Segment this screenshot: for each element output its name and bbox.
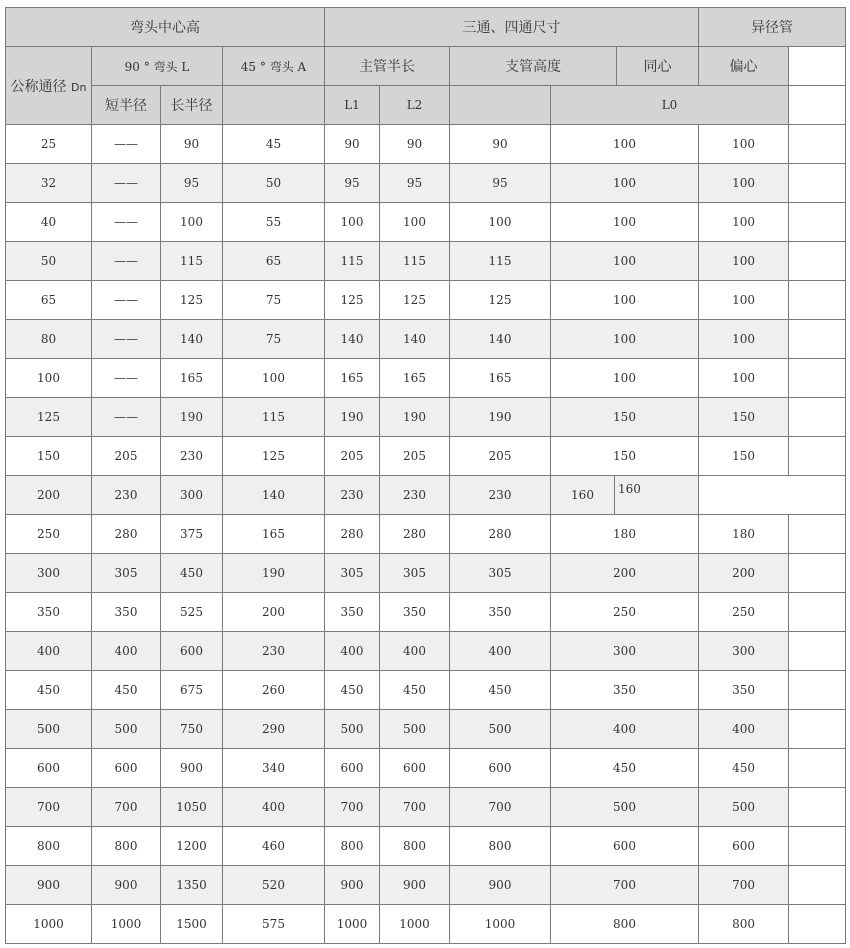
- cell-l2: 205: [380, 437, 450, 476]
- cell-l2: 400: [380, 632, 450, 671]
- cell-elbow-45: 200: [223, 593, 325, 632]
- cell-dn: 50: [6, 242, 92, 281]
- cell-l0: 400: [551, 710, 699, 749]
- branch-height-header: 支管高度: [450, 47, 617, 86]
- cell-dn: 250: [6, 515, 92, 554]
- cell-branch-height: 90: [450, 125, 551, 164]
- blank-header-cell: [789, 47, 846, 86]
- cell-elbow-45: 75: [223, 320, 325, 359]
- cell-eccentric: 350: [699, 671, 789, 710]
- cell-eccentric: 150: [699, 437, 789, 476]
- cell-dn: 500: [6, 710, 92, 749]
- cell-branch-height: 140: [450, 320, 551, 359]
- cell-dn: 200: [6, 476, 92, 515]
- l0-header: L0: [551, 86, 789, 125]
- cell-elbow-45: 55: [223, 203, 325, 242]
- cell-long-radius: 675: [161, 671, 223, 710]
- tee-cross-dimensions-header: 三通、四通尺寸: [325, 8, 699, 47]
- eccentric-header: 偏心: [699, 47, 789, 86]
- cell-long-radius: 230: [161, 437, 223, 476]
- cell-l0: 600: [551, 827, 699, 866]
- cell-long-radius: 95: [161, 164, 223, 203]
- cell-short-radius: 600: [92, 749, 161, 788]
- cell-long-radius: 375: [161, 515, 223, 554]
- cell-dn: 300: [6, 554, 92, 593]
- cell-elbow-45: 400: [223, 788, 325, 827]
- cell-elbow-45: 75: [223, 281, 325, 320]
- cell-blank: [789, 203, 846, 242]
- cell-short-radius: 800: [92, 827, 161, 866]
- cell-l2: 190: [380, 398, 450, 437]
- cell-short-radius: ——: [92, 164, 161, 203]
- cell-eccentric: 600: [699, 827, 789, 866]
- cell-dn: 700: [6, 788, 92, 827]
- cell-dn: 600: [6, 749, 92, 788]
- cell-l1: 95: [325, 164, 380, 203]
- cell-short-radius: ——: [92, 203, 161, 242]
- cell-blank: [789, 242, 846, 281]
- cell-branch-height: 700: [450, 788, 551, 827]
- cell-l1: 115: [325, 242, 380, 281]
- cell-l0: 100: [551, 359, 699, 398]
- cell-l2: 100: [380, 203, 450, 242]
- cell-l1: 125: [325, 281, 380, 320]
- cell-eccentric: 800: [699, 905, 789, 944]
- cell-l2: 230: [380, 476, 450, 515]
- cell-elbow-45: 230: [223, 632, 325, 671]
- cell-l0: 100: [551, 164, 699, 203]
- cell-long-radius: 1500: [161, 905, 223, 944]
- long-radius-header: 长半径: [161, 86, 223, 125]
- cell-l2: 600: [380, 749, 450, 788]
- cell-dn: 400: [6, 632, 92, 671]
- cell-dn: 25: [6, 125, 92, 164]
- cell-short-radius: 700: [92, 788, 161, 827]
- blank-header-cell: [789, 86, 846, 125]
- cell-eccentric: 180: [699, 515, 789, 554]
- table-row: [6, 788, 846, 827]
- cell-blank: [789, 554, 846, 593]
- cell-l0: 250: [551, 593, 699, 632]
- cell-branch-height: 600: [450, 749, 551, 788]
- cell-branch-height: 280: [450, 515, 551, 554]
- cell-elbow-45: 460: [223, 827, 325, 866]
- cell-l0-value: 160: [551, 476, 615, 514]
- cell-short-radius: ——: [92, 320, 161, 359]
- cell-blank: [789, 281, 846, 320]
- cell-blank: [789, 359, 846, 398]
- table-row: [6, 749, 846, 788]
- cell-l2: 115: [380, 242, 450, 281]
- cell-branch-height: 165: [450, 359, 551, 398]
- cell-dn: 125: [6, 398, 92, 437]
- table-row: [6, 632, 846, 671]
- cell-dn: 900: [6, 866, 92, 905]
- cell-long-radius: 1050: [161, 788, 223, 827]
- cell-short-radius: 450: [92, 671, 161, 710]
- cell-elbow-45: 290: [223, 710, 325, 749]
- cell-l2: 350: [380, 593, 450, 632]
- cell-blank: [789, 710, 846, 749]
- cell-dn: 80: [6, 320, 92, 359]
- concentric-header: 同心: [617, 47, 699, 86]
- cell-long-radius: 190: [161, 398, 223, 437]
- cell-short-radius: 280: [92, 515, 161, 554]
- branch-sub-header: [450, 86, 551, 125]
- cell-short-radius: ——: [92, 359, 161, 398]
- cell-l2: 125: [380, 281, 450, 320]
- cell-eccentric: 100: [699, 164, 789, 203]
- cell-elbow-45: 115: [223, 398, 325, 437]
- cell-dn: 350: [6, 593, 92, 632]
- cell-l1: 400: [325, 632, 380, 671]
- l2-header: L2: [380, 86, 450, 125]
- table-row: [6, 398, 846, 437]
- table-row: [6, 359, 846, 398]
- cell-eccentric: 250: [699, 593, 789, 632]
- cell-l1: 305: [325, 554, 380, 593]
- cell-elbow-45: 140: [223, 476, 325, 515]
- cell-blank: [789, 905, 846, 944]
- cell-eccentric: 100: [699, 281, 789, 320]
- table-row: [6, 125, 846, 164]
- table-row: [6, 476, 846, 515]
- cell-dn: 65: [6, 281, 92, 320]
- elbow-45-header: 45 ° 弯头 A: [223, 47, 325, 86]
- cell-short-radius: ——: [92, 242, 161, 281]
- l1-header: L1: [325, 86, 380, 125]
- cell-short-radius: 350: [92, 593, 161, 632]
- table-row: [6, 320, 846, 359]
- cell-l1: 450: [325, 671, 380, 710]
- cell-l1: 500: [325, 710, 380, 749]
- cell-eccentric: 300: [699, 632, 789, 671]
- cell-short-radius: 205: [92, 437, 161, 476]
- cell-branch-height: 305: [450, 554, 551, 593]
- cell-blank: [789, 827, 846, 866]
- cell-l0: 450: [551, 749, 699, 788]
- cell-l1: 100: [325, 203, 380, 242]
- cell-l1: 1000: [325, 905, 380, 944]
- cell-elbow-45: 575: [223, 905, 325, 944]
- reducer-header: 异径管: [699, 8, 846, 47]
- cell-blank: [789, 125, 846, 164]
- cell-blank: [789, 320, 846, 359]
- cell-eccentric: 100: [699, 242, 789, 281]
- cell-branch-height: 350: [450, 593, 551, 632]
- cell-eccentric: 150: [699, 398, 789, 437]
- cell-eccentric: [699, 476, 846, 515]
- cell-l2: 140: [380, 320, 450, 359]
- cell-l1: 205: [325, 437, 380, 476]
- cell-dn: 150: [6, 437, 92, 476]
- cell-l1: 900: [325, 866, 380, 905]
- table-row: [6, 827, 846, 866]
- cell-l0: 700: [551, 866, 699, 905]
- cell-elbow-45: 520: [223, 866, 325, 905]
- cell-elbow-45: 190: [223, 554, 325, 593]
- cell-long-radius: 165: [161, 359, 223, 398]
- cell-long-radius: 90: [161, 125, 223, 164]
- cell-long-radius: 1350: [161, 866, 223, 905]
- cell-elbow-45: 260: [223, 671, 325, 710]
- cell-branch-height: 190: [450, 398, 551, 437]
- cell-blank: [789, 866, 846, 905]
- cell-l1: 90: [325, 125, 380, 164]
- cell-long-radius: 140: [161, 320, 223, 359]
- cell-l1: 600: [325, 749, 380, 788]
- cell-dn: 450: [6, 671, 92, 710]
- cell-long-radius: 1200: [161, 827, 223, 866]
- table-row: [6, 866, 846, 905]
- cell-dn: 1000: [6, 905, 92, 944]
- cell-eccentric: 100: [699, 203, 789, 242]
- cell-elbow-45: 165: [223, 515, 325, 554]
- cell-branch-height: 95: [450, 164, 551, 203]
- table-row: [6, 710, 846, 749]
- table-row: [6, 437, 846, 476]
- cell-l0: 200: [551, 554, 699, 593]
- cell-short-radius: 305: [92, 554, 161, 593]
- table-row: [6, 554, 846, 593]
- table-row: [6, 281, 846, 320]
- cell-branch-height: 800: [450, 827, 551, 866]
- cell-l0: 150: [551, 437, 699, 476]
- cell-branch-height: 400: [450, 632, 551, 671]
- cell-l2: 280: [380, 515, 450, 554]
- cell-l2: 305: [380, 554, 450, 593]
- table-row: [6, 164, 846, 203]
- cell-branch-height: 115: [450, 242, 551, 281]
- cell-eccentric: 500: [699, 788, 789, 827]
- cell-blank: [789, 593, 846, 632]
- cell-l1: 700: [325, 788, 380, 827]
- cell-l0-second-value: 160: [618, 482, 641, 496]
- cell-l1: 230: [325, 476, 380, 515]
- cell-elbow-45: 45: [223, 125, 325, 164]
- cell-eccentric: 100: [699, 125, 789, 164]
- cell-dn: 32: [6, 164, 92, 203]
- cell-l0: 100: [551, 203, 699, 242]
- cell-short-radius: 500: [92, 710, 161, 749]
- cell-l1: 350: [325, 593, 380, 632]
- table-row: [6, 593, 846, 632]
- cell-branch-height: 100: [450, 203, 551, 242]
- cell-l0: 100: [551, 281, 699, 320]
- cell-long-radius: 900: [161, 749, 223, 788]
- cell-long-radius: 450: [161, 554, 223, 593]
- elbow-45-sub-header: [223, 86, 325, 125]
- cell-eccentric: 100: [699, 320, 789, 359]
- cell-l0: 100: [551, 125, 699, 164]
- cell-long-radius: 125: [161, 281, 223, 320]
- cell-l2: 95: [380, 164, 450, 203]
- table-row: [6, 515, 846, 554]
- cell-branch-height: 500: [450, 710, 551, 749]
- cell-eccentric: 700: [699, 866, 789, 905]
- cell-short-radius: ——: [92, 125, 161, 164]
- cell-l0: 180: [551, 515, 699, 554]
- table-row: [6, 242, 846, 281]
- cell-long-radius: 100: [161, 203, 223, 242]
- cell-blank: [789, 437, 846, 476]
- cell-l0: 100: [551, 320, 699, 359]
- cell-dn: 40: [6, 203, 92, 242]
- cell-short-radius: 230: [92, 476, 161, 515]
- nominal-diameter-header: [6, 47, 92, 125]
- nominal-diameter-unit: Dn: [71, 80, 87, 94]
- cell-l2: 800: [380, 827, 450, 866]
- cell-long-radius: 115: [161, 242, 223, 281]
- cell-short-radius: ——: [92, 398, 161, 437]
- cell-branch-height: 450: [450, 671, 551, 710]
- cell-long-radius: 300: [161, 476, 223, 515]
- cell-l2: 450: [380, 671, 450, 710]
- cell-dn: 800: [6, 827, 92, 866]
- nominal-diameter-label: 公称通径: [10, 78, 67, 95]
- cell-l0: [551, 476, 699, 515]
- cell-short-radius: 900: [92, 866, 161, 905]
- cell-l0: 100: [551, 242, 699, 281]
- cell-l0: 800: [551, 905, 699, 944]
- table-row: [6, 203, 846, 242]
- cell-l2: 165: [380, 359, 450, 398]
- cell-branch-height: 230: [450, 476, 551, 515]
- cell-eccentric: 400: [699, 710, 789, 749]
- cell-eccentric: 100: [699, 359, 789, 398]
- cell-long-radius: 750: [161, 710, 223, 749]
- cell-short-radius: 1000: [92, 905, 161, 944]
- elbow-90-header: 90 ° 弯头 L: [92, 47, 223, 86]
- cell-branch-height: 205: [450, 437, 551, 476]
- cell-eccentric: 450: [699, 749, 789, 788]
- cell-dn: 100: [6, 359, 92, 398]
- cell-blank: [789, 671, 846, 710]
- pipe-fitting-dimension-table: [5, 7, 846, 944]
- elbow-center-height-header: 弯头中心高: [6, 8, 325, 47]
- cell-elbow-45: 100: [223, 359, 325, 398]
- table-row: [6, 671, 846, 710]
- cell-l2: 1000: [380, 905, 450, 944]
- short-radius-header: 短半径: [92, 86, 161, 125]
- cell-l2: 700: [380, 788, 450, 827]
- cell-short-radius: 400: [92, 632, 161, 671]
- cell-l1: 280: [325, 515, 380, 554]
- cell-branch-height: 1000: [450, 905, 551, 944]
- cell-eccentric: 200: [699, 554, 789, 593]
- cell-l0: 500: [551, 788, 699, 827]
- cell-blank: [789, 788, 846, 827]
- cell-l2: 90: [380, 125, 450, 164]
- cell-elbow-45: 65: [223, 242, 325, 281]
- cell-l1: 190: [325, 398, 380, 437]
- cell-l1: 800: [325, 827, 380, 866]
- cell-l1: 140: [325, 320, 380, 359]
- cell-l1: 165: [325, 359, 380, 398]
- cell-short-radius: ——: [92, 281, 161, 320]
- main-pipe-half-length-header: 主管半长: [325, 47, 450, 86]
- table-row: [6, 905, 846, 944]
- cell-blank: [789, 515, 846, 554]
- cell-l2: 500: [380, 710, 450, 749]
- cell-l0: 300: [551, 632, 699, 671]
- table-body: [6, 125, 846, 944]
- cell-long-radius: 525: [161, 593, 223, 632]
- cell-blank: [789, 632, 846, 671]
- cell-l0: 350: [551, 671, 699, 710]
- cell-branch-height: 125: [450, 281, 551, 320]
- cell-blank: [789, 749, 846, 788]
- cell-long-radius: 600: [161, 632, 223, 671]
- cell-l2: 900: [380, 866, 450, 905]
- cell-branch-height: 900: [450, 866, 551, 905]
- cell-l0: 150: [551, 398, 699, 437]
- cell-blank: [789, 164, 846, 203]
- cell-elbow-45: 125: [223, 437, 325, 476]
- cell-blank: [789, 398, 846, 437]
- cell-elbow-45: 50: [223, 164, 325, 203]
- cell-elbow-45: 340: [223, 749, 325, 788]
